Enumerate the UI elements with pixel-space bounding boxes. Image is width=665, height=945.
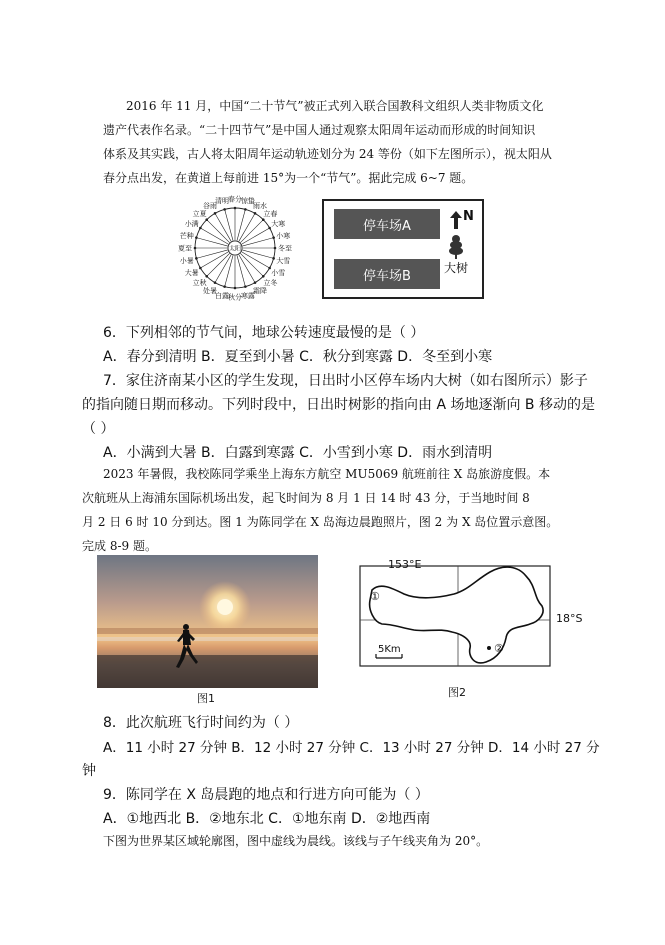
- intro2-line3: 月 2 日 6 时 10 分到达。图 1 为陈同学在 X 岛海边晨跑照片，图 2 为 X 岛位置示意图。: [82, 515, 559, 529]
- solar-term-label: 夏至: [178, 244, 192, 253]
- solar-term-label: 大雪: [276, 257, 291, 266]
- intro2-line1: 2023 年暑假，我校陈同学乘坐上海东方航空 MU5069 航班前往 X 岛旅游度假。本: [103, 467, 551, 481]
- term-point: [254, 212, 257, 215]
- term-point: [223, 285, 226, 288]
- term-point: [195, 236, 198, 239]
- tree-icon: [448, 233, 464, 259]
- intro2-line4: 完成 8-9 题。: [82, 539, 157, 553]
- term-point: [262, 218, 265, 221]
- island-location-map: [358, 550, 598, 680]
- term-spoke: [237, 255, 246, 287]
- term-spoke: [207, 253, 230, 276]
- intro1-line4: 春分点出发，在黄道上每前进 15°为一个“节气”。据此完成 6~7 题。: [103, 171, 474, 185]
- q7-options: A．小满到大暑 B．白露到寒露 C．小雪到小寒 D．雨水到清明: [103, 445, 493, 461]
- marker-2: ②: [494, 642, 504, 655]
- parking-lot-a: 停车场A: [334, 209, 440, 239]
- lat-lon-label-lon: 153°E: [388, 558, 422, 571]
- q8-wrap: 钟: [82, 763, 96, 779]
- solar-term-label: 小暑: [179, 257, 194, 266]
- q7-line3: （ ）: [82, 421, 115, 437]
- term-spoke: [225, 209, 234, 241]
- solar-term-label: 大寒: [271, 220, 286, 228]
- solar-term-label: 秋分: [228, 293, 242, 302]
- solar-terms-diagram: [175, 190, 295, 305]
- solar-term-label: 雨水: [253, 202, 267, 211]
- fig1-caption: 图1: [197, 692, 215, 705]
- q7-line1: 7．家住济南某小区的学生发现，日出时小区停车场内大树（如右图所示）影子: [103, 373, 588, 389]
- parking-lot-b: 停车场B: [334, 259, 440, 289]
- intro1-line3: 体系及其实践，古人将太阳周年运动轨迹划分为 24 等份（如下左图所示），视太阳从: [103, 147, 552, 161]
- scale-label: 5Km: [378, 644, 401, 655]
- term-spoke: [196, 250, 228, 259]
- term-spoke: [242, 250, 274, 259]
- term-point: [214, 281, 217, 284]
- solar-term-label: 清明: [215, 197, 230, 206]
- term-point: [272, 236, 275, 239]
- term-point: [194, 247, 197, 250]
- solar-term-label: 立秋: [192, 279, 207, 288]
- q8-options: A．11 小时 27 分钟 B．12 小时 27 分钟 C．13 小时 27 分钟 D．14 小时 27 分: [103, 740, 600, 756]
- solar-term-label: 立冬: [263, 279, 278, 288]
- solar-term-label: 霜降: [253, 286, 267, 295]
- term-point: [205, 275, 208, 278]
- q6-options: A．春分到清明 B．夏至到小暑 C．秋分到寒露 D．冬至到小寒: [103, 349, 493, 365]
- q8-stem: 8．此次航班飞行时间约为（ ）: [103, 715, 299, 731]
- term-spoke: [207, 220, 230, 243]
- solar-term-label: 白露: [215, 291, 230, 300]
- q6-stem: 6．下列相邻的节气间，地球公转速度最慢的是（ ）: [103, 325, 425, 341]
- term-point: [244, 285, 247, 288]
- term-point: [234, 287, 237, 290]
- intro1-line1: 2016 年 11 月，中国“二十节气”被正式列入联合国教科文组织人类非物质文化: [126, 99, 544, 113]
- sun-label: 太阳: [228, 245, 242, 253]
- intro1-line2: 遗产代表作名录。“二十四节气”是中国人通过观察太阳周年运动而形成的时间知识: [103, 123, 536, 137]
- term-spoke: [196, 238, 228, 247]
- term-point: [195, 257, 198, 260]
- solar-term-label: 处暑: [203, 286, 217, 295]
- solar-term-label: 惊蛰: [240, 197, 255, 206]
- solar-term-label: 小雪: [271, 269, 286, 277]
- solar-term-label: 春分: [228, 195, 242, 204]
- term-point: [274, 247, 277, 250]
- solar-term-label: 冬至: [278, 244, 292, 253]
- north-label: N: [463, 209, 474, 224]
- term-point: [262, 275, 265, 278]
- term-spoke: [240, 220, 263, 243]
- q9-stem: 9．陈同学在 X 岛晨跑的地点和行进方向可能为（ ）: [103, 787, 429, 803]
- beach-run-photo: [97, 555, 318, 688]
- solar-term-label: 大暑: [184, 269, 199, 277]
- solar-term-label: 小满: [184, 220, 199, 228]
- solar-term-label: 谷雨: [203, 202, 217, 211]
- term-spoke: [240, 253, 263, 276]
- marker-1: ①: [370, 590, 380, 603]
- intro3-line: 下图为世界某区域轮廓图，图中虚线为晨线。该线与子午线夹角为 20°。: [103, 834, 489, 848]
- lat-lon-label-lat: 18°S: [556, 612, 583, 625]
- solar-term-label: 立春: [263, 209, 278, 218]
- term-point: [244, 208, 247, 211]
- term-point: [205, 218, 208, 221]
- term-point: [214, 212, 217, 215]
- solar-term-label: 立夏: [192, 209, 207, 218]
- term-point: [199, 227, 202, 230]
- solar-term-label: 芒种: [179, 231, 194, 240]
- q9-options: A．①地西北 B．②地东北 C．①地东南 D．②地西南: [103, 811, 431, 827]
- term-point: [254, 281, 257, 284]
- term-point: [199, 267, 202, 270]
- term-point: [223, 208, 226, 211]
- solar-term-label: 小寒: [276, 231, 291, 240]
- term-spoke: [237, 209, 246, 241]
- solar-term-label: 寒露: [240, 291, 255, 300]
- fig2-caption: 图2: [448, 686, 466, 699]
- tree-label: 大树: [444, 261, 469, 275]
- term-spoke: [242, 238, 274, 247]
- term-point: [272, 257, 275, 260]
- term-point: [234, 207, 237, 210]
- q7-line2: 的指向随日期而移动。下列时段中，日出时树影的指向由 A 场地逐渐向 B 移动的是: [82, 397, 595, 413]
- north-arrow-icon: [450, 211, 462, 229]
- term-spoke: [225, 255, 234, 287]
- intro2-line2: 次航班从上海浦东国际机场出发，起飞时间为 8 月 1 日 14 时 43 分，于当地时间 8: [82, 491, 530, 505]
- parking-lot-diagram: [322, 199, 484, 299]
